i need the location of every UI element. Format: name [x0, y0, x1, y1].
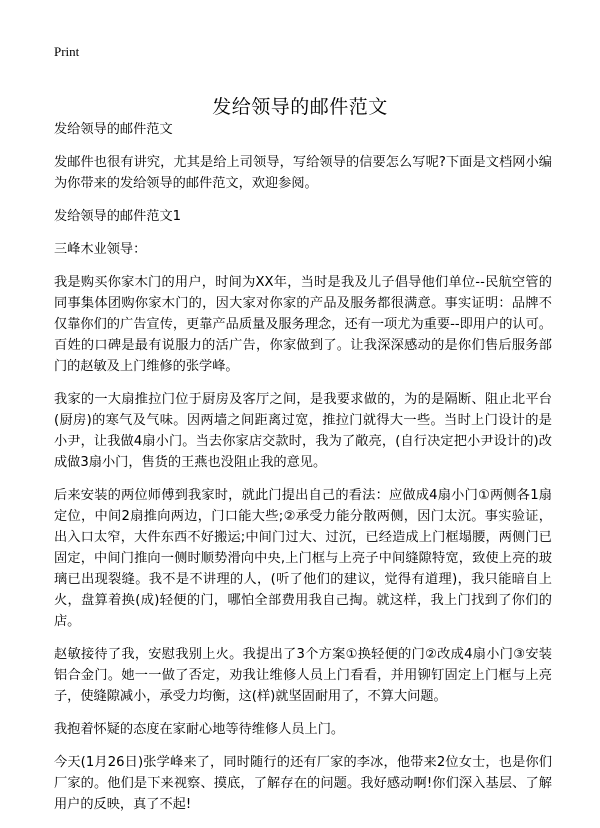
body-paragraph: 赵敏接待了我，安慰我别上火。我提出了3个方案①换轻便的门②改成4扇小门③安装铝合金门。她一一做了否定，劝我让维修人员上门看看，并用铆钉固定上门框与上亮子，使缝隙减小，承受力均衡，这(样)就坚固耐用了，不算大问题。	[54, 647, 552, 704]
subtitle-paragraph: 发给领导的邮件范文	[54, 122, 173, 137]
intro-paragraph: 发邮件也很有讲究，尤其是给上司领导，写给领导的信要怎么写呢?下面是文档网小编为你带来的发给领导的邮件范文，欢迎参阅。	[54, 155, 552, 191]
body-paragraph: 我抱着怀疑的态度在家耐心地等待维修人员上门。	[54, 722, 345, 737]
sample-heading: 发给领导的邮件范文1	[54, 209, 182, 224]
body-paragraph: 我是购买你家木门的用户，时间为XX年，当时是我及儿子倡导他们单位--民航空管的同事集体团购你家木门的，因大家对你家的产品及服务都很满意。事实证明：品牌不仅靠你们的广告宣传，更靠产品质量及服务理念，还有一项尤为重要--即用户的认可。百姓的口碑是最有说服力的活广告，你家做到了。让我深深感动的是你们售后服务部门的赵敏及上门维修的张学峰。	[54, 275, 552, 374]
body-paragraph: 今天(1月26日)张学峰来了，同时随行的还有厂家的李冰，他带来2位女士，也是你们厂家的。他们是下来视察、摸底，了解存在的问题。我好感动啊!你们深入基层、了解用户的反映，真了不起!	[54, 755, 552, 812]
document-title: 发给领导的邮件范文	[212, 95, 388, 118]
document-body	[54, 119, 552, 827]
print-label: Print	[54, 44, 80, 59]
body-paragraph: 我家的一大扇推拉门位于厨房及客厅之间，是我要求做的，为的是隔断、阻止北平台(厨房)的寒气及气味。因两墙之间距离过宽，推拉门就得大一些。当时上门设计的是小尹，让我做4扇小门。当去你家店交款时，我为了敞亮，(自行决定把小尹设计的)改成做3扇小门，售货的王燕也没阻止我的意见。	[54, 392, 552, 470]
body-paragraph: 后来安装的两位师傅到我家时，就此门提出自己的看法：应做成4扇小门①两侧各1扇定位，中间2扇推向两边，门口能大些;②承受力能分散两侧，因门太沉。事实验证，出入口太窄，大件东西不好搬运;中间门过大、过沉，已经造成上门框塌腰，两侧门已固定，中间门推向一侧时顺势滑向中央,上门框与上亮子中间缝隙特宽，致使上亮的玻璃已出现裂缝。我不是不讲理的人，(听了他们的建议，觉得有道理)，我只能暗自上火，盘算着换(成)轻便的门，哪怕全部费用我自己掏。就这样，我上门找到了你们的店。	[54, 488, 552, 629]
letter-salutation: 三峰木业领导：	[54, 242, 147, 257]
